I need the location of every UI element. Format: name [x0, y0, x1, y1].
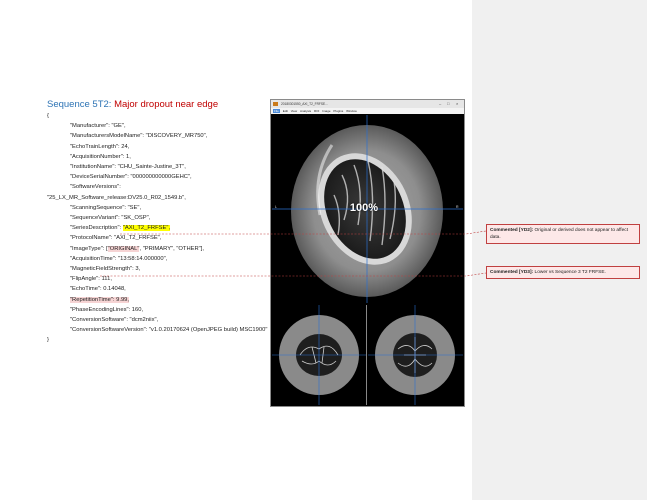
comment-leader-yd2 — [120, 231, 486, 234]
image-type-rest: , "PRIMARY", "OTHER"], — [139, 245, 204, 252]
viewer-menu-view: View — [290, 109, 298, 113]
minimize-icon: – — [439, 101, 442, 106]
json-line-acquisition-time: "AcquisitionTime": "13:58:14.000000", — [70, 255, 168, 262]
json-line-conversion-software-version: "ConversionSoftwareVersion": "v1.0.20170624 (OpenJPEG build) MSC1900" — [70, 327, 268, 334]
series-description-highlight: "AXI_T2_FRFSE", — [122, 225, 171, 232]
comment-text: Original or derived does not appear to affect data. — [490, 228, 629, 240]
series-description-key: "SeriesDescription": — [70, 225, 123, 232]
json-line-institution: "InstitutionName": "CHU_Sainte-Justine_3T", — [70, 164, 186, 171]
comment-author: Commented [YD3]: — [490, 270, 534, 275]
heading-sequence-label: Sequence 5T2: — [47, 99, 115, 110]
right-orientation-marker: R — [456, 205, 459, 209]
comment-text: Lower vs Sequence 3 T2 FRFSE. — [533, 270, 606, 275]
zoom-level: 100% — [349, 202, 379, 214]
viewer-menu-file: File — [274, 109, 279, 113]
json-line-phase-encoding: "PhaseEncodingLines": 160, — [70, 306, 144, 313]
viewer-menu-roi: ROI — [314, 109, 320, 113]
json-line-sequence-variant: "SequenceVariant": "SK_OSP", — [70, 215, 151, 222]
close-icon: × — [456, 101, 459, 106]
json-line-echo-train: "EchoTrainLength": 24, — [70, 143, 130, 150]
maximize-icon: □ — [447, 101, 450, 106]
json-open-brace: { — [47, 113, 49, 119]
json-line-model: "ManufacturersModelName": "DISCOVERY_MR750", — [70, 133, 208, 140]
viewer-menu-plugins: Plugins — [333, 109, 344, 113]
json-line-acquisition-number: "AcquisitionNumber": 1, — [70, 153, 131, 160]
json-line-software-versions-key: "SoftwareVersions": — [70, 184, 121, 191]
viewer-menu-window: Window — [346, 109, 357, 113]
json-line-manufacturer: "Manufacturer": "GE", — [70, 123, 126, 130]
json-line-scanning-sequence: "ScanningSequence": "SE", — [70, 204, 142, 211]
json-line-device-serial: "DeviceSerialNumber": "000000000000GEHC", — [70, 174, 192, 181]
comment-yd2[interactable] — [486, 224, 640, 244]
viewer-title: 20180301550_AXI_T2_FRFSE... — [281, 102, 328, 106]
viewer-menu-analysis: Analysis — [300, 109, 312, 113]
comment-author: Commented [YD2]: — [490, 228, 534, 233]
comment-yd3[interactable] — [486, 266, 640, 279]
json-line-protocol: "ProtocolName": "AXI_T2_FRFSE", — [70, 235, 162, 242]
json-line-field-strength: "MagneticFieldStrength": 3, — [70, 266, 141, 273]
json-line-echo-time: "EchoTime": 0.14048, — [70, 286, 126, 293]
json-line-flip-angle: "FlipAngle": 111, — [70, 276, 112, 283]
json-line-conversion-software: "ConversionSoftware": "dcm2niix", — [70, 317, 159, 324]
json-close-brace: } — [47, 337, 49, 344]
comment-leader-yd3 — [100, 273, 486, 276]
image-type-key: "ImageType": [ — [70, 245, 108, 252]
json-line-software-versions-value: "25_LX_MR_Software_release:DV25.0_R02_1549.b", — [47, 194, 186, 201]
viewer-menu-image: Image — [322, 109, 331, 113]
heading-remark: Major dropout near edge — [114, 99, 219, 110]
left-orientation-marker: L — [275, 205, 277, 209]
image-type-commented-range: "ORIGINAL" — [107, 245, 140, 252]
repetition-time-commented-range: "RepetitionTime": 9.99, — [70, 296, 129, 303]
viewer-menu-edit: Edit — [282, 109, 288, 113]
